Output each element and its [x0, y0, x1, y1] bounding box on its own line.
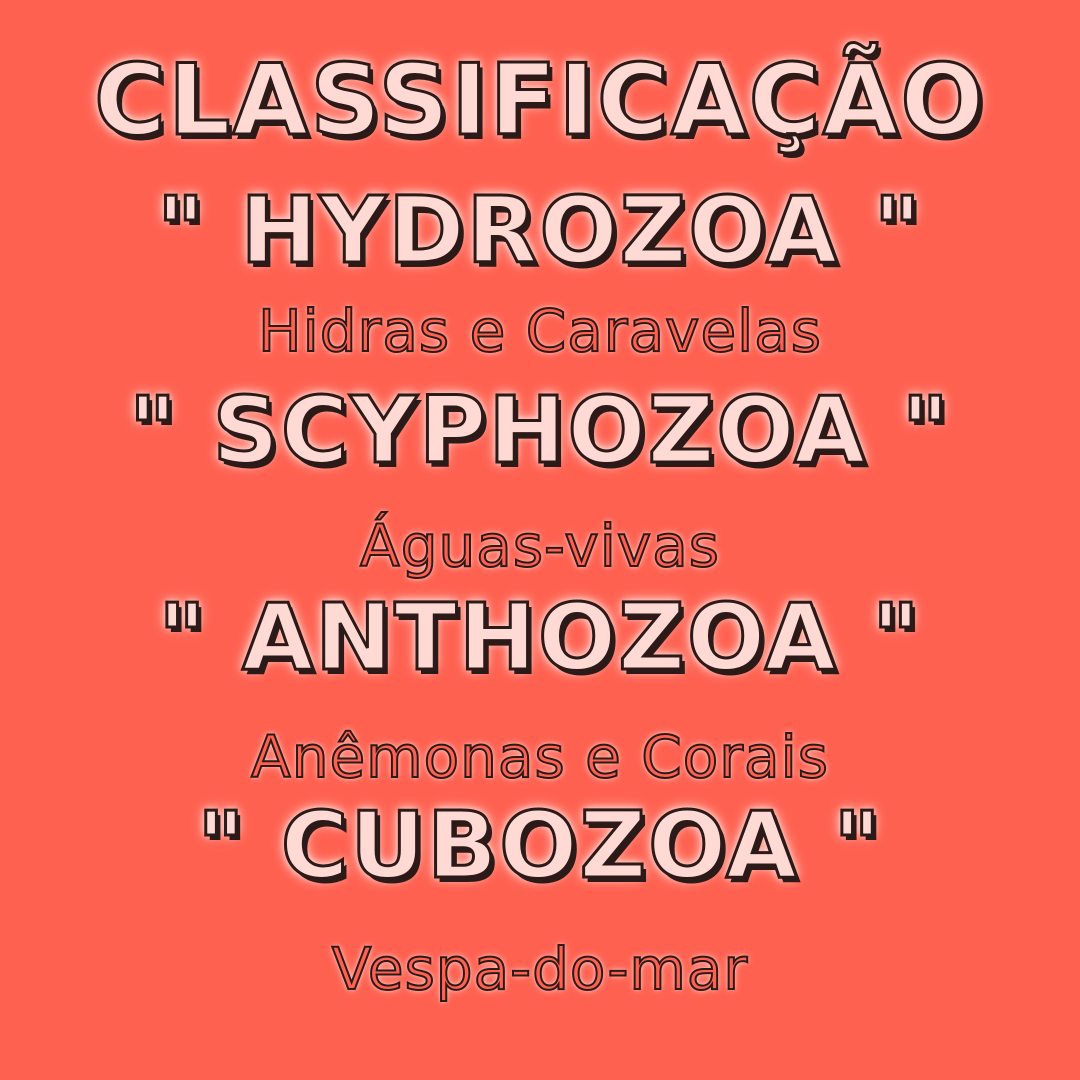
group-examples-scyphozoa: Águas-vivas — [360, 512, 720, 580]
group-examples-hydrozoa: Hidras e Caravelas — [257, 297, 822, 365]
page-title: CLASSIFICAÇÃO — [94, 44, 986, 158]
group-name-anthozoa: " ANTHOZOA " — [158, 584, 922, 691]
group-name-hydrozoa: " HYDROZOA " — [156, 177, 924, 284]
group-examples-anthozoa: Anêmonas e Corais — [251, 723, 829, 791]
group-name-cubozoa: " CUBOZOA " — [196, 792, 884, 899]
group-name-scyphozoa: " SCYPHOZOA " — [128, 377, 952, 484]
group-examples-cubozoa: Vespa-do-mar — [331, 935, 749, 1003]
